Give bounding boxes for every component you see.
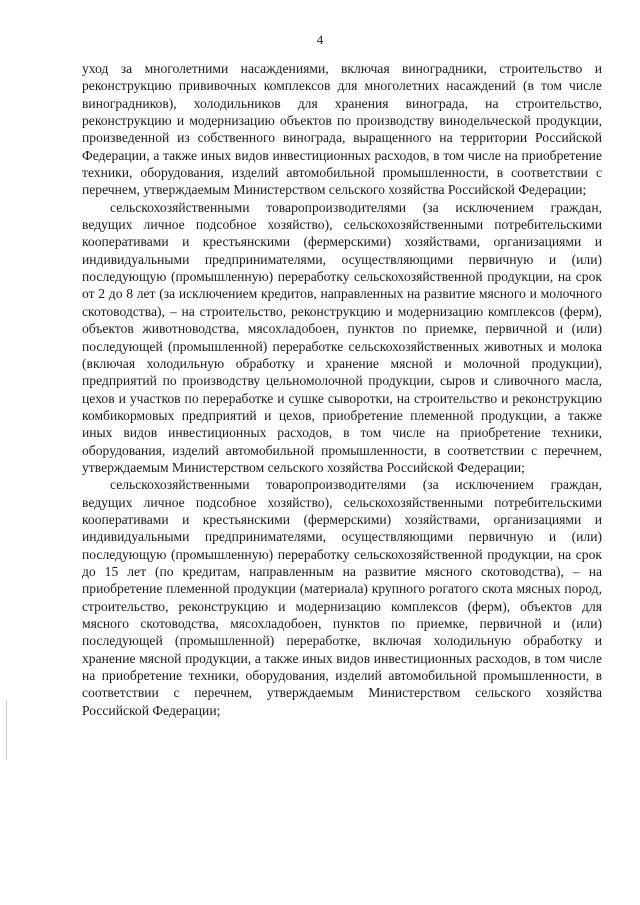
page-number: 4 (316, 32, 324, 47)
paragraph-vineyards: уход за многолетними насаждениями, включая виноградники, строительство и реконструкцию прививочных комплексов для многолетних насаждений (в том числе виноградников), холодильников для хранения винограда, на строительство, реконструкцию и модернизацию объектов по производству винодельческой продукции, произведенной из собственного винограда, выращенного на территории Российской Федерации, а также иных видов инвестиционных расходов, в том числе на приобретение техники, оборудования, изделий автомобильной промышленности, в соответствии с перечнем, утверждаемым Министерством сельского хозяйства Российской Федерации; (82, 61, 602, 198)
paragraph-beef-cattle-15-years: сельскохозяйственными товаропроизводителями (за исключением граждан, ведущих личное подсобное хозяйство), сельскохозяйственными потребительскими кооперативами и крестьянскими (фермерскими) хозяйствами, организациями и индивидуальными предпринимателями, осуществляющими первичную и (или) последующую (промышленную) переработку сельскохозяйственной продукции, на срок до 15 лет (по кредитам, направленным на развитие мясного скотоводства), – на приобретение племенной продукции (материала) крупного рогатого скота мясных пород, строительство, реконструкцию и модернизацию комплексов (ферм), объектов для мясного скотоводства, мясохладобоен, пунктов по приемке, первичной и (или) последующей (промышленной) переработке, включая холодильную обработку и хранение мясной продукции, а также иных видов инвестиционных расходов, в том числе на приобретение техники, оборудования, изделий автомобильной промышленности, в соответствии с перечнем, утверждаемым Министерством сельского хозяйства Российской Федерации; (82, 477, 602, 718)
paragraph-livestock-2-8-years: сельскохозяйственными товаропроизводителями (за исключением граждан, ведущих личное подсобное хозяйство), сельскохозяйственными потребительскими кооперативами и крестьянскими (фермерскими) хозяйствами, организациями и индивидуальными предпринимателями, осуществляющими первичную и (или) последующую (промышленную) переработку сельскохозяйственной продукции, на срок от 2 до 8 лет (за исключением кредитов, направленных на развитие мясного и молочного скотоводства), – на строительство, реконструкцию и модернизацию комплексов (ферм), объектов животноводства, мясохладобоен, пунктов по приемке, первичной и (или) последующей (промышленной) переработке сельскохозяйственных животных и молока (включая холодильную обработку и хранение мясной и молочной продукции), предприятий по производству цельномолочной продукции, сыров и сливочного масла, цехов и участков по переработке и сушке сыворотки, на строительство и реконструкцию комбикормовых предприятий и цехов, приобретение племенной продукции, а также иных видов инвестиционных расходов, в том числе на приобретение техники, оборудования, изделий автомобильной промышленности, в соответствии с перечнем, утверждаемым Министерством сельского хозяйства Российской Федерации; (82, 199, 602, 475)
document-body (82, 60, 602, 719)
scan-edge-mark (6, 700, 7, 760)
